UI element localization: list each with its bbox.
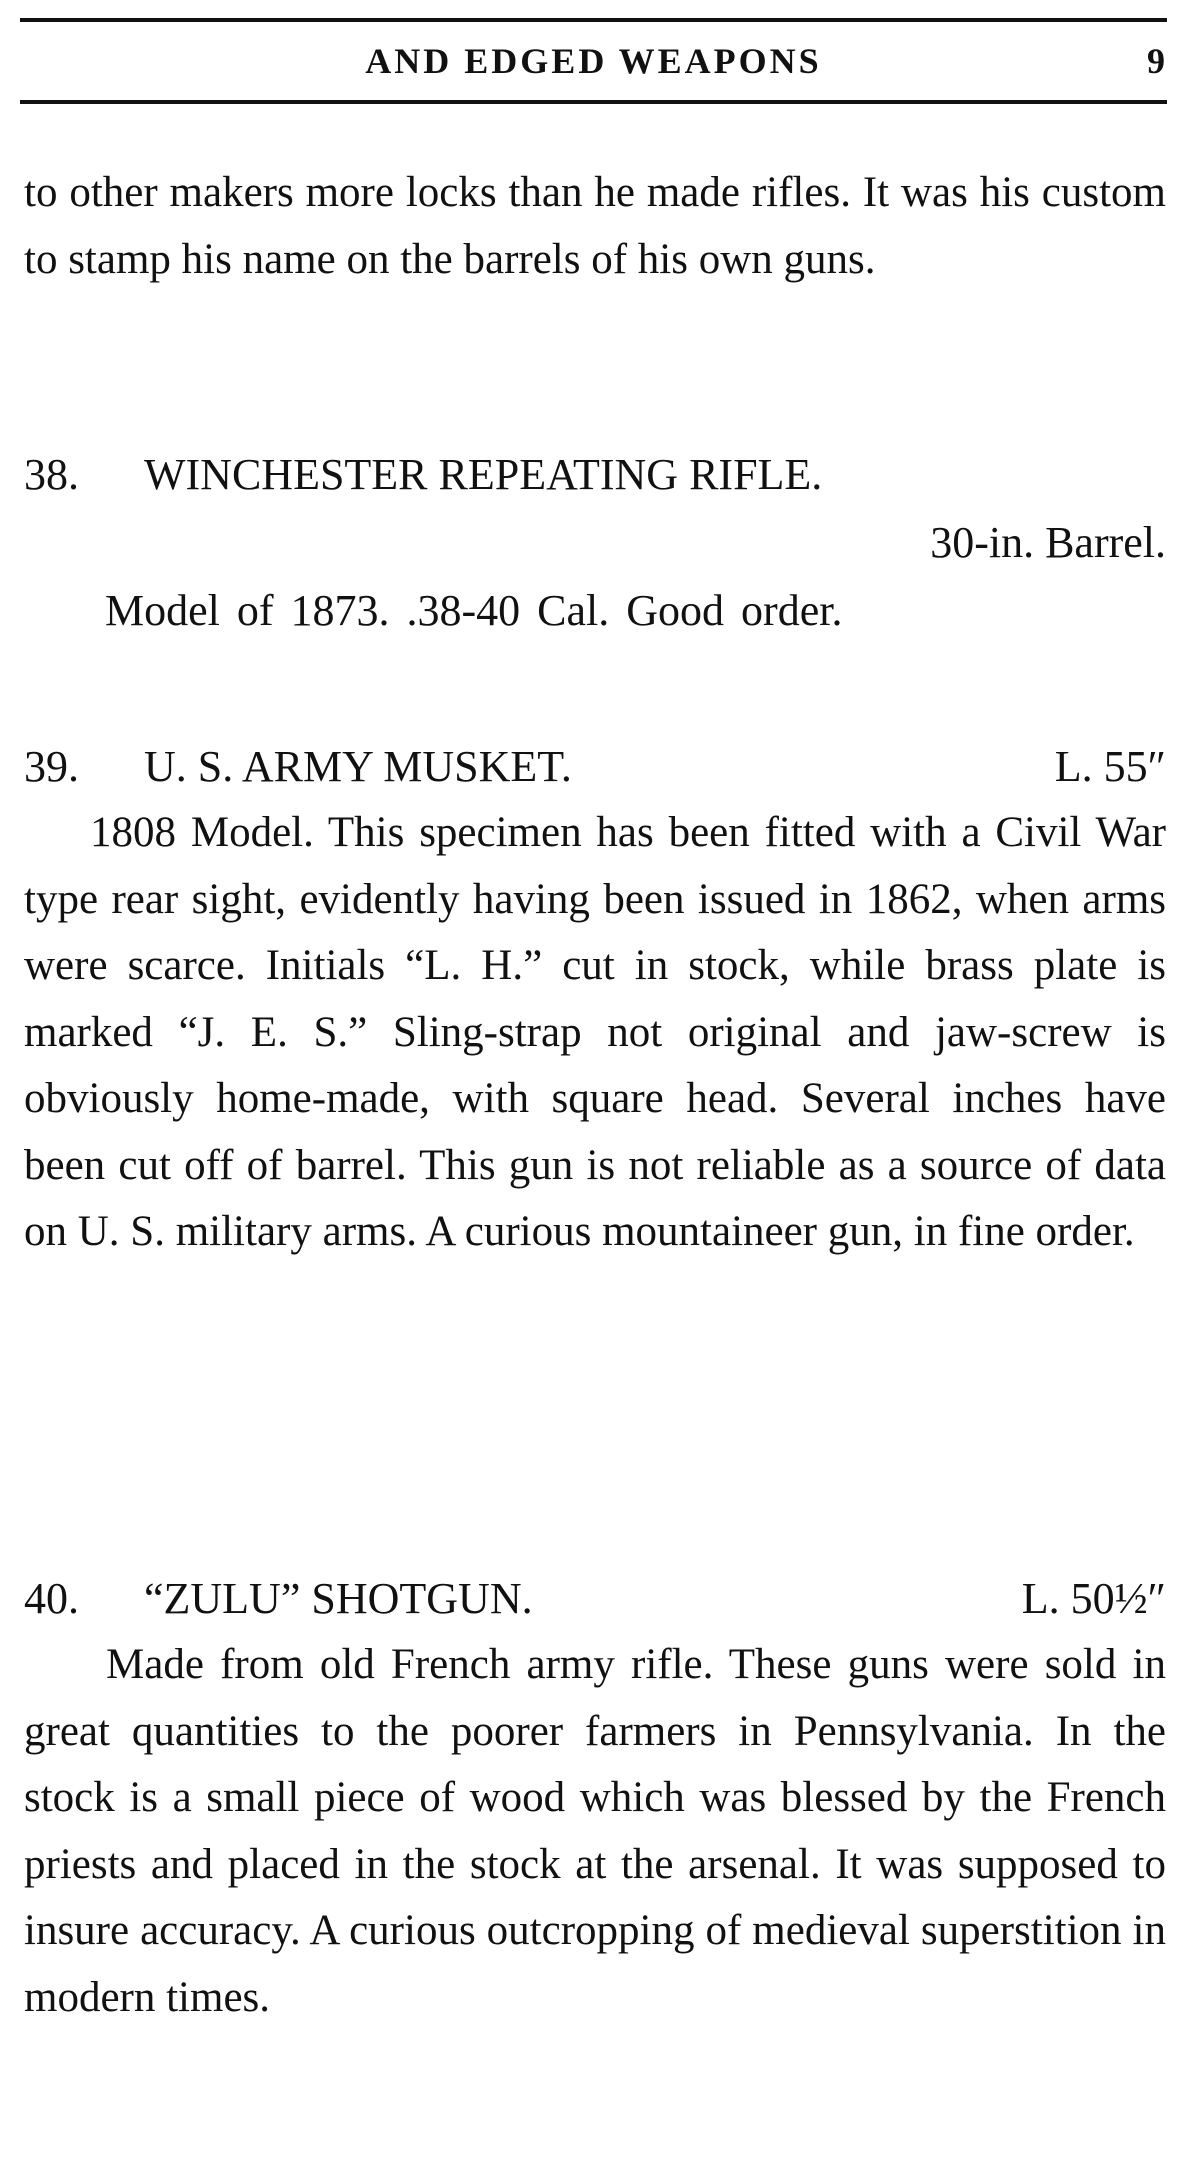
entry-40-description: Made from old French army rifle. These guns were sold in great quantities to the poorer farmers in Pennsylvania. In the stock is a small piece of wood which was blessed by the French priests and placed in the stock at the arsenal. It was supposed to insure accuracy. A curious outcropping of medieval superstition in modern times. [24, 1641, 1166, 2021]
entry-length: L. 55″ [1054, 742, 1166, 791]
entry-length: L. 50½″ [1021, 1574, 1166, 1623]
continued-paragraph: to other makers more locks than he made rifles. It was his custom to stamp his name on the barrels of his own guns. [24, 169, 1166, 283]
page-number: 9 [1147, 41, 1165, 81]
running-title: AND EDGED WEAPONS [365, 41, 822, 81]
entry-39-heading [24, 734, 1166, 800]
header-bottom-rule [20, 100, 1167, 104]
entry-number: 39. [24, 742, 79, 791]
entry-number: 38. [24, 450, 79, 499]
header-top-rule [20, 18, 1167, 22]
entry-38-description: Model of 1873. .38-40 Cal. Good order. [105, 586, 843, 635]
entry-title: WINCHESTER REPEATING RIFLE. [144, 450, 823, 499]
entry-number: 40. [24, 1574, 79, 1623]
entry-38-heading [24, 442, 1166, 508]
entry-39-description: 1808 Model. This specimen has been fitted with a Civil War type rear sight, evidently having been issued in 1862, when arms were scarce. Initials “L. H.” cut in stock, while brass plate is marked “J. E. S.” Sling-strap not original and jaw-screw is obviously home-made, with square head. Several inches have been cut off of barrel. This gun is not reliable as a source of data on U. S. military arms. A curious mountaineer gun, in fine order. [24, 809, 1166, 1255]
entry-title: U. S. ARMY MUSKET. [144, 742, 572, 791]
entry-title: “ZULU” SHOTGUN. [144, 1574, 533, 1623]
entry-40-heading [24, 1566, 1166, 1632]
running-head [20, 36, 1167, 92]
entry-38-barrel: 30-in. Barrel. [930, 518, 1166, 567]
